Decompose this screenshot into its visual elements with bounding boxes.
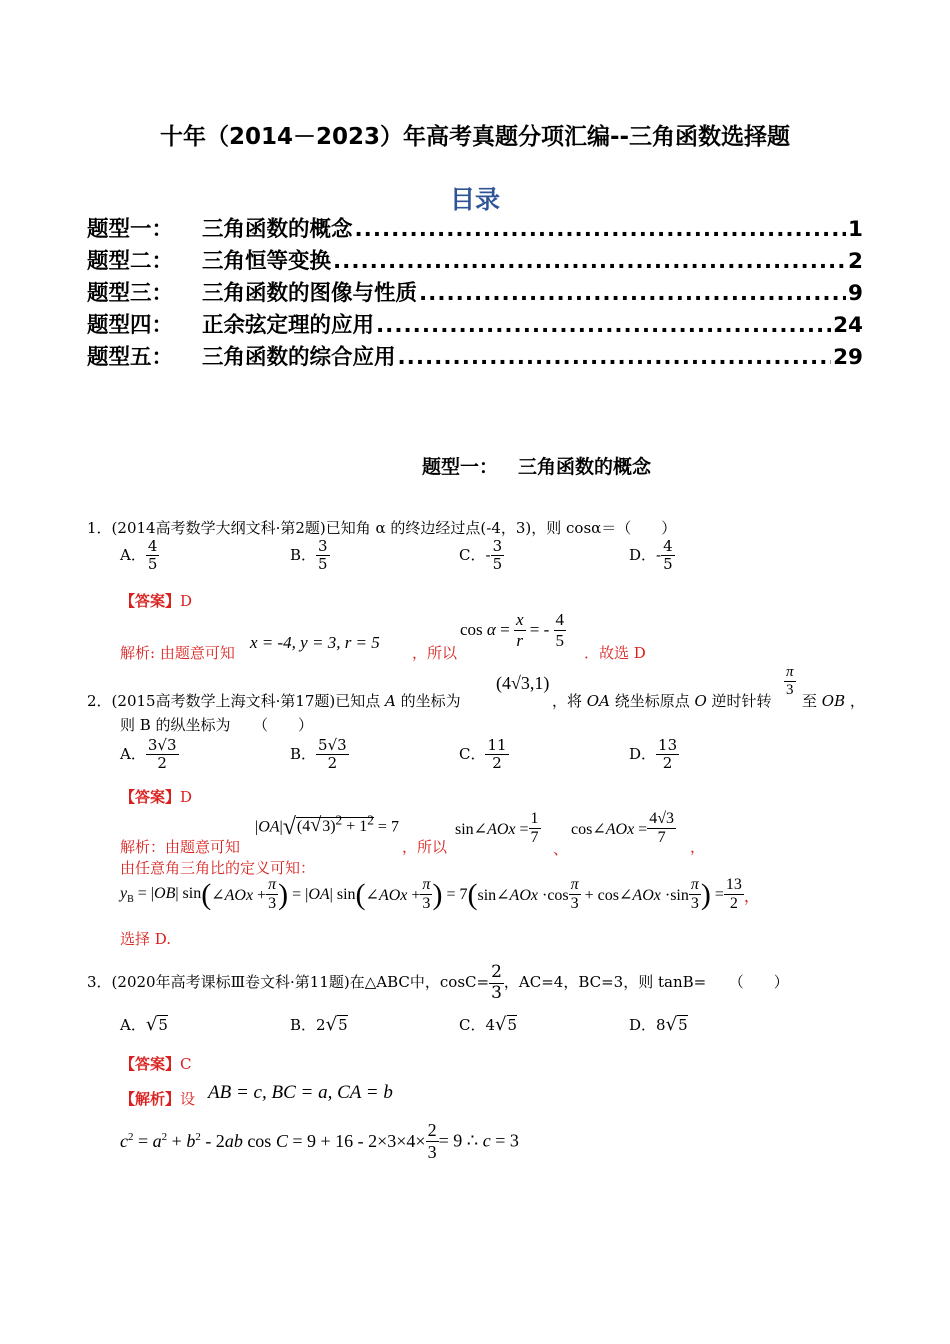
toc-item[interactable] [87,276,863,306]
toc-item-page: 2 [848,249,863,274]
option-letter: A． [120,744,146,763]
option-letter: C． [459,545,486,564]
fraction-numerator: 4 [663,537,673,555]
q1-option-b[interactable] [290,538,330,574]
fraction-denominator: 5 [147,555,158,574]
stem-part: 至 [802,692,818,710]
toc-item[interactable] [87,244,863,274]
toc-item-label: 题型三： [87,281,174,306]
q1-analysis-end: ．故选 D [584,644,646,662]
fraction-numerator: 3 [318,537,328,555]
q2-analysis-line2: 由任意角三角比的定义可知： [120,859,316,877]
toc-item-page: 24 [833,313,863,338]
fraction-denominator: 5 [663,555,673,574]
q2-answer [120,786,192,807]
q1-answer [120,590,192,611]
q3-option-b[interactable]: B．2√5 [290,1014,348,1035]
answer-label: 【答案】 [120,1055,181,1073]
q3-option-c[interactable]: C．4√5 [459,1014,518,1035]
q3-stem [87,963,789,1003]
fraction-numerator: 11 [487,736,507,754]
fraction-denominator: 5 [318,555,328,574]
toc-leader [355,217,847,242]
q1-analysis-vals: x = -4, y = 3, r = 5 [250,633,380,652]
option-coef: 4 [485,1016,496,1034]
toc-item-name: 三角函数的概念 [202,217,353,242]
q2-analysis-oa: $|OA|√(4√3)^2 + 1^2 = 7$ [255,813,399,841]
q2-option-d[interactable] [629,737,679,773]
option-letter: C． [459,1016,486,1034]
analysis-prefix: 解析: 由题意可知 [120,644,235,662]
answer-label: 【答案】 [120,788,181,806]
answer-value: C [180,1055,192,1073]
stem-part: 绕坐标原点 [614,692,690,710]
option-sign: - [485,545,491,564]
option-letter: D． [629,744,657,763]
fraction-numerator: 3 [492,537,503,555]
q2-analysis-mid: ，所以 [402,838,448,856]
section-heading [422,452,651,479]
fraction-numerator: 5√3 [318,736,347,754]
option-fraction [491,538,505,574]
q2-analysis-end: ， [690,838,706,856]
q2-option-a[interactable] [120,737,179,773]
fraction-numerator: 3√3 [147,736,177,754]
q2-angle: $\frac{\pi}{3}$ [786,664,794,699]
option-letter: C． [459,744,486,763]
q2-point: (4√3,1) [496,673,550,693]
toc-item-page: 1 [848,217,863,242]
q2-analysis-sin: sin∠AOx = $\frac{1}{7}$ [455,810,539,847]
stem-part: 的坐标为 [400,692,461,710]
fraction-denominator: 2 [492,754,502,773]
option-letter: B． [290,545,317,564]
analysis-text: 设 [180,1090,196,1108]
fraction-denominator: 3 [491,982,502,1003]
document-title: 十年（2014－2023）年高考真题分项汇编--三角函数选择题 [159,124,791,150]
toc-item[interactable] [87,212,863,242]
answer-label: 【答案】 [120,592,181,610]
q2-option-c[interactable] [459,737,509,773]
q1-option-a[interactable] [120,538,159,574]
toc-item-label: 题型一： [87,217,174,242]
q2-stem: 2．(2015高考数学上海文科·第17题)已知点 A 的坐标为 [87,692,461,710]
option-radicand: 5 [507,1016,518,1034]
toc-leader [333,249,846,274]
section-label: 题型一： [422,456,499,478]
toc-leader [398,345,832,370]
q2-analysis-formula: $y_B = |OB|$ sin(∠AOx + $\frac{\pi}{3}$ ) = |OA| sin(∠AOx + $\frac{\pi}{3}$ ) = 7(sin∠AOx ·cos $\frac{\pi}{3}$ + cos∠AOx ·sin $\frac{\pi}{3}$ ) = $\frac{13}{2}$ ， [120,876,760,913]
stem-part: 逆时针转 [711,692,772,710]
option-radicand: 5 [338,1016,348,1034]
stem-part: ，AC=4，BC=3，则 tanB= （ ） [503,973,789,992]
toc-item[interactable] [87,308,863,338]
option-letter: B． [290,744,317,763]
fraction-denominator: 5 [492,555,503,574]
q2-analysis-conclusion: 选择 D. [120,930,172,948]
option-radicand: 5 [158,1016,168,1034]
toc-item-name: 三角函数的图像与性质 [202,281,418,306]
fraction-denominator: 2 [157,754,167,773]
cos-fraction [489,963,504,1003]
fraction-numerator: 13 [658,736,678,754]
option-fraction [316,538,330,574]
toc-item-page: 9 [848,281,863,306]
answer-value: D [180,592,193,610]
option-letter: D． [629,545,657,564]
toc-item-label: 题型二： [87,249,174,274]
fraction-denominator: 2 [662,754,673,773]
analysis-label: 【解析】 [120,1090,181,1108]
q2-stem-cont: ，将 OA 绕坐标原点 O 逆时针转 [552,692,772,710]
option-fraction [656,737,679,773]
q3-analysis-label [120,1088,195,1109]
q3-analysis-assign: AB = c, BC = a, CA = b [208,1082,393,1103]
option-letter: A． [120,1016,146,1034]
option-fraction [485,737,508,773]
q1-option-d[interactable] [629,538,675,574]
fraction-denominator: 2 [327,754,338,773]
stem-part: 2．(2015高考数学上海文科·第17题)已知点 [87,692,381,710]
q2-stem-end: 至 OB ， [802,692,865,710]
toc-heading: 目录 [449,185,500,214]
answer-value: D [180,788,193,806]
q3-option-d[interactable]: D．8√5 [629,1014,688,1035]
option-letter: A． [120,545,146,564]
toc-item-label: 题型五： [87,345,174,370]
q1-analysis [120,642,235,663]
toc-item-name: 三角恒等变换 [202,249,332,274]
toc-item-name: 正余弦定理的应用 [202,313,375,338]
toc-leader [419,281,846,306]
q1-analysis-expr: cos α = $\frac{x}{r}$ = - $\frac{4}{5}$ [460,610,564,650]
toc-item[interactable] [87,340,863,370]
q1-stem: 1．(2014高考数学大纲文科·第2题)已知角 α 的终边经过点(-4，3)，则 cosα＝（ ） [87,519,677,537]
option-fraction [661,538,675,574]
q2-stem-line2: 则 B 的纵坐标为 （ ） [120,716,314,734]
stem-part: ，将 [552,692,583,710]
fraction-numerator: 4 [147,537,158,555]
toc-item-name: 三角函数的综合应用 [202,345,396,370]
q1-option-c[interactable] [459,538,504,574]
q2-analysis-prefix: 解析：由题意可知 [120,838,241,856]
option-fraction [146,737,179,773]
option-fraction [316,737,349,773]
fraction-numerator: 2 [491,962,502,982]
option-letter: D． [629,1016,657,1034]
stem-part: 3．(2020年高考课标Ⅲ卷文科·第11题)在△ABC中，cosC= [87,973,490,992]
toc-item-page: 29 [833,345,863,370]
option-letter: B． [290,1016,317,1034]
option-fraction [146,538,160,574]
toc-leader [376,313,831,338]
q2-analysis-cos: cos∠AOx = $\frac{4√3}{7}$ [571,810,674,847]
option-radicand: 5 [678,1016,688,1034]
section-name: 三角函数的概念 [518,456,652,478]
option-coef: 2 [316,1016,326,1034]
option-coef: 8 [656,1016,666,1034]
q2-analysis-sep: 、 [553,840,569,858]
q3-analysis-formula: $c^2 = a^2 + b^2 - 2ab$ cos C = 9 + 16 - 2×3×4× $\frac{2}{3}$ = 9 ∴ c = 3 [120,1120,519,1162]
option-sign: - [656,545,662,564]
q2-option-b[interactable] [290,737,349,773]
toc-item-label: 题型四： [87,313,174,338]
q1-analysis-mid: ，所以 [412,644,458,662]
q3-option-a[interactable]: A．√5 [120,1014,168,1035]
q3-answer [120,1053,192,1074]
